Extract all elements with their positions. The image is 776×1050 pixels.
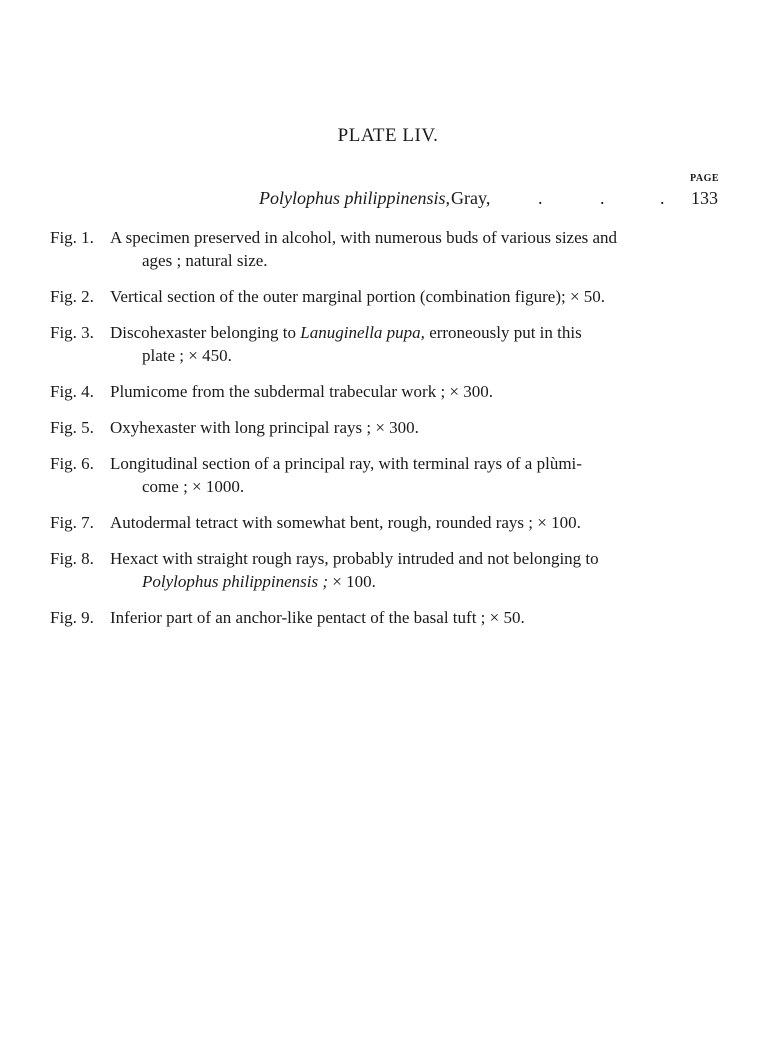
figure-text bbox=[110, 321, 680, 367]
caption-continuation bbox=[110, 570, 680, 593]
figure-caption-5 bbox=[50, 416, 680, 439]
plate-title: PLATE LIV. bbox=[337, 125, 439, 146]
caption-italic-taxon: Polylophus philippinensis ; bbox=[142, 572, 329, 591]
caption-line: Longitudinal section of a principal ray, with terminal rays of a plùmi- bbox=[110, 454, 582, 473]
figure-text bbox=[110, 547, 680, 593]
caption-line: Oxyhexaster with long principal rays ; × 300. bbox=[110, 418, 419, 437]
leader-dot: . bbox=[660, 188, 665, 208]
figure-text bbox=[110, 285, 680, 308]
species-entry bbox=[0, 188, 776, 214]
figure-label: Fig. 1. bbox=[50, 228, 94, 247]
figure-text bbox=[110, 511, 680, 534]
figure-caption-6 bbox=[50, 452, 680, 498]
figure-caption-1 bbox=[50, 226, 680, 272]
caption-continuation: ages ; natural size. bbox=[142, 251, 268, 270]
leader-dot: . bbox=[600, 188, 605, 208]
figure-label: Fig. 5. bbox=[50, 418, 94, 437]
species-author: Gray, bbox=[451, 188, 491, 208]
figure-label: Fig. 3. bbox=[50, 323, 94, 342]
figure-text bbox=[110, 380, 680, 403]
caption-line: Vertical section of the outer marginal portion (combination figure); × 50. bbox=[110, 287, 606, 306]
figure-caption-9 bbox=[50, 606, 680, 629]
caption-line: erroneously put in this bbox=[424, 323, 582, 342]
caption-line: Plumicome from the subdermal trabecular work ; × 300. bbox=[110, 382, 494, 401]
species-name: Polylophus philippinensis, bbox=[259, 188, 450, 208]
species-page-number: 133 bbox=[691, 188, 718, 208]
figure-label: Fig. 2. bbox=[50, 287, 94, 306]
figure-text bbox=[110, 226, 680, 272]
figure-caption-3 bbox=[50, 321, 680, 367]
figure-label: Fig. 7. bbox=[50, 513, 94, 532]
figure-caption-7 bbox=[50, 511, 680, 534]
caption-line: Autodermal tetract with somewhat bent, rough, rounded rays ; × 100. bbox=[110, 513, 581, 532]
figure-caption-4 bbox=[50, 380, 680, 403]
figure-caption-2 bbox=[50, 285, 680, 308]
figure-text bbox=[110, 606, 680, 629]
caption-line: Discohexaster belonging to bbox=[110, 323, 301, 342]
page-column-label: PAGE bbox=[690, 173, 720, 184]
caption-line: Hexact with straight rough rays, probably intruded and not belonging to bbox=[110, 549, 599, 568]
caption-italic-taxon: Lanuginella pupa, bbox=[300, 323, 425, 342]
figure-text bbox=[110, 452, 680, 498]
caption-continuation: come ; × 1000. bbox=[142, 477, 245, 496]
figure-text bbox=[110, 416, 680, 439]
leader-dot: . bbox=[538, 188, 543, 208]
caption-line: A specimen preserved in alcohol, with numerous buds of various sizes and bbox=[110, 228, 618, 247]
figure-label: Fig. 8. bbox=[50, 549, 94, 568]
figure-label: Fig. 6. bbox=[50, 454, 94, 473]
figure-label: Fig. 9. bbox=[50, 608, 94, 627]
figure-list bbox=[50, 226, 680, 642]
caption-line: Inferior part of an anchor-like pentact of the basal tuft ; × 50. bbox=[110, 608, 525, 627]
caption-magnification: × 100. bbox=[328, 572, 376, 591]
figure-label: Fig. 4. bbox=[50, 382, 94, 401]
figure-caption-8 bbox=[50, 547, 680, 593]
caption-continuation: plate ; × 450. bbox=[142, 346, 232, 365]
